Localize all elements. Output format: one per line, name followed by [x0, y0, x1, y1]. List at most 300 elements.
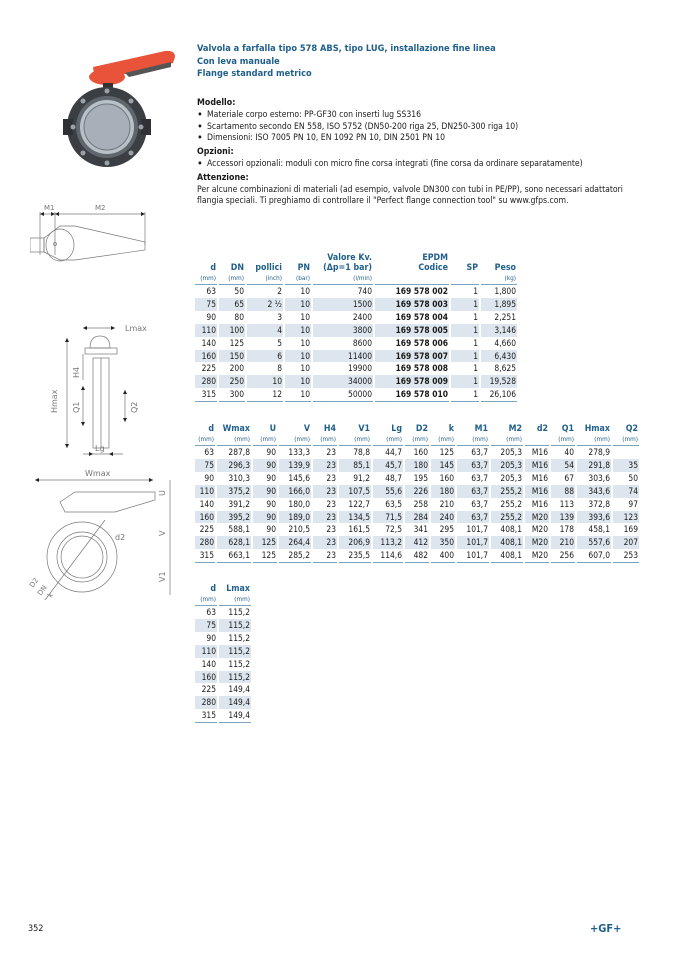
column-unit: (mm) [260, 435, 276, 443]
table-cell: 300 [219, 388, 245, 402]
table-row [195, 485, 639, 498]
column-header [339, 424, 371, 446]
table-cell: M16 [525, 485, 549, 498]
table-cell: 255,2 [491, 485, 523, 498]
table-cell: 23 [313, 485, 337, 498]
table-cell: 180 [405, 459, 429, 472]
table-cell: 628,1 [217, 536, 251, 549]
table-cell: 225 [199, 524, 214, 535]
table-cell: 19,528 [481, 375, 517, 388]
table-cell: 63 [204, 447, 214, 457]
table-cell: 90 [206, 632, 216, 643]
table-cell: 169 578 007 [375, 350, 449, 363]
table-cell: 26,106 [481, 388, 517, 402]
column-label: Q1 [561, 424, 574, 434]
column-unit: (mm) [438, 435, 454, 443]
table-row [195, 523, 639, 536]
v1-label: V1 [158, 571, 167, 582]
column-header [217, 424, 251, 446]
table-cell: 90 [204, 472, 214, 483]
table-cell: 50 [628, 472, 638, 483]
column-unit: (mm) [200, 595, 216, 603]
table-cell: 23 [313, 459, 337, 472]
table-cell: 255,2 [491, 511, 523, 524]
table-cell: 45,7 [373, 459, 403, 472]
table-cell: 90 [266, 498, 276, 509]
q2-label: Q2 [130, 401, 139, 413]
column-label: PN [297, 263, 310, 273]
table-cell: 107,5 [339, 485, 371, 498]
table-cell: 391,2 [228, 498, 250, 509]
table-cell: 408,1 [491, 536, 523, 549]
table-cell: 3 [277, 311, 282, 322]
title-line-2: Con leva manuale [197, 55, 280, 67]
table-cell: 134,5 [339, 511, 371, 524]
lg-label: Lg [95, 444, 105, 453]
ordering-table [193, 253, 519, 402]
table-cell: 169 578 008 [395, 363, 448, 374]
table-row [195, 671, 251, 684]
column-header [219, 584, 251, 606]
table-cell: 91,2 [353, 472, 370, 483]
column-header [195, 584, 217, 606]
table-cell: 133,3 [288, 447, 310, 457]
table-cell: 115,2 [228, 607, 250, 617]
table-cell: 1 [451, 388, 479, 402]
table-cell: 48,7 [385, 472, 402, 483]
table-cell: 206,9 [339, 536, 371, 549]
table-cell: 284 [405, 511, 429, 524]
table-cell: 169 578 005 [375, 324, 449, 337]
column-label: pollici [255, 263, 282, 273]
table-cell: 115,2 [219, 619, 251, 632]
column-label-2: (Δp=1 bar) [323, 263, 372, 273]
table-cell: 226 [405, 485, 429, 498]
table-cell: 44,7 [385, 447, 402, 457]
column-label-2: Codice [418, 263, 448, 273]
product-title [197, 43, 637, 81]
table-cell: 23 [313, 536, 337, 549]
table-row [195, 645, 251, 658]
table-cell: 291,8 [577, 459, 611, 472]
table-row [195, 536, 639, 549]
column-unit: (l/min) [353, 274, 372, 282]
table-cell: 180,0 [288, 498, 310, 509]
column-unit: (mm) [386, 435, 402, 443]
column-label: Peso [494, 263, 516, 273]
table-cell: 122,7 [348, 498, 370, 509]
column-header [375, 253, 449, 285]
table-row [195, 696, 251, 709]
table-cell: 1 [473, 286, 478, 296]
column-label: V [303, 424, 310, 434]
k-label: k [46, 591, 55, 600]
dimensions-table [193, 424, 641, 563]
lmax-table [193, 584, 253, 723]
table-cell: 139,9 [279, 459, 311, 472]
table-row [195, 350, 517, 363]
table-cell: 139 [551, 511, 575, 524]
table-cell: 2400 [352, 311, 372, 322]
table-cell: 169 578 002 [395, 286, 448, 296]
table-cell: 210 [439, 498, 454, 509]
table-cell: 210 [551, 536, 575, 549]
table-cell: 3,146 [481, 324, 517, 337]
opzioni-item: • Accessori opzionali: moduli con micro fine corsa integrati (fine corsa da ordinare separatamente) [197, 159, 642, 171]
table-cell: 2,251 [494, 311, 516, 322]
table-cell: 12 [247, 388, 283, 402]
table-cell: 63 [206, 286, 216, 296]
column-unit: (bar) [295, 274, 310, 282]
table-cell: 178 [559, 524, 574, 535]
table-cell: 67 [564, 472, 574, 483]
table-cell: 19900 [348, 363, 372, 374]
table-cell: 63,7 [471, 498, 488, 509]
table-cell: 90 [206, 311, 216, 322]
table-cell: 90 [253, 459, 277, 472]
column-label: V1 [358, 424, 370, 434]
table-cell: M20 [525, 536, 549, 549]
table-cell: 113,2 [373, 536, 403, 549]
table-cell: 125 [229, 337, 244, 348]
column-header [195, 424, 215, 446]
title-line-1: Valvola a farfalla tipo 578 ABS, tipo LUG, installazione fine linea [197, 43, 496, 54]
table-cell: 115,2 [219, 645, 251, 658]
column-header [313, 253, 373, 285]
table-cell: 166,0 [279, 485, 311, 498]
table-row [195, 683, 251, 696]
table-cell: 125 [253, 549, 277, 563]
table-cell: 375,2 [217, 485, 251, 498]
table-row [195, 285, 517, 298]
table-row [195, 362, 517, 375]
table-cell: 10 [300, 311, 310, 322]
table-cell: 10 [285, 375, 311, 388]
table-cell: 100 [219, 324, 245, 337]
table-cell: 350 [431, 536, 455, 549]
table-cell: 1 [473, 363, 478, 374]
table-cell: 280 [195, 696, 217, 709]
table-cell: M16 [531, 472, 548, 483]
table-cell: 205,3 [500, 447, 522, 457]
table-cell: M20 [525, 511, 549, 524]
table-cell: 180 [431, 485, 455, 498]
header-row [195, 253, 517, 285]
m2-label: M2 [95, 204, 106, 212]
table-cell: 145,6 [288, 472, 310, 483]
table-cell: 1500 [313, 298, 373, 311]
table-cell: 400 [431, 549, 455, 563]
column-label: M1 [474, 424, 488, 434]
table-cell: 6,430 [481, 350, 517, 363]
table-cell: 253 [613, 549, 639, 563]
side-view-drawing [45, 318, 185, 458]
table-cell: 4 [247, 324, 283, 337]
table-cell: 169 578 010 [375, 388, 449, 402]
table-cell: 240 [431, 511, 455, 524]
column-label: d [208, 424, 214, 434]
table-cell: 372,8 [588, 498, 610, 509]
table-cell: 10 [285, 388, 311, 402]
table-cell: M16 [525, 459, 549, 472]
column-header [431, 424, 455, 446]
table-cell: 23 [313, 511, 337, 524]
table-cell: 287,8 [228, 447, 250, 457]
table-cell: 1 [451, 350, 479, 363]
table-cell: M16 [531, 447, 548, 457]
table-cell: 225 [201, 684, 216, 695]
table-cell: 557,6 [577, 536, 611, 549]
table-cell: 315 [195, 709, 217, 723]
table-cell: 278,9 [588, 447, 610, 457]
table-cell: 63,7 [457, 485, 489, 498]
column-header [313, 424, 337, 446]
product-description [197, 98, 642, 208]
table-cell: 110 [195, 324, 217, 337]
table-cell: 4,660 [494, 337, 516, 348]
table-cell: 140 [199, 498, 214, 509]
table-cell: 10 [300, 286, 310, 296]
column-header [525, 424, 549, 446]
table-cell: 140 [201, 658, 216, 669]
table-row [195, 632, 251, 645]
column-unit: (mm) [506, 435, 522, 443]
table-cell: 412 [405, 536, 429, 549]
table-cell: 90 [266, 447, 276, 457]
table-cell: 71,5 [373, 511, 403, 524]
wmax-label: Wmax [85, 470, 111, 478]
table-row [195, 709, 251, 723]
table-cell: 169 578 009 [375, 375, 449, 388]
table-cell: 205,3 [491, 459, 523, 472]
column-label: d [210, 584, 216, 594]
table-cell: 482 [405, 549, 429, 563]
column-unit: (mm) [622, 435, 638, 443]
table-cell: 88 [551, 485, 575, 498]
column-unit: (mm) [594, 435, 610, 443]
table-cell: 10 [247, 375, 283, 388]
table-cell: 10 [300, 337, 310, 348]
table-cell: 63,7 [471, 447, 488, 457]
modello-heading: Modello: [197, 98, 236, 108]
table-cell: 110 [195, 645, 217, 658]
table-cell: 101,7 [457, 549, 489, 563]
table-cell: 140 [201, 337, 216, 348]
table-cell: 295 [439, 524, 454, 535]
table-cell [613, 446, 639, 459]
modello-list [197, 110, 642, 145]
table-cell: 23 [326, 524, 336, 535]
table-cell: 200 [229, 363, 244, 374]
table-cell: 110 [195, 485, 215, 498]
table-cell: 160 [195, 350, 217, 363]
front-view-drawing [25, 470, 190, 605]
table-cell: 10 [285, 350, 311, 363]
table-cell: 80 [234, 311, 244, 322]
column-unit: (mm) [472, 435, 488, 443]
top-view-drawing [30, 200, 180, 270]
table-cell: 1 [451, 324, 479, 337]
table-cell: 1 [451, 375, 479, 388]
table-cell: 78,8 [353, 447, 370, 457]
table-cell: 150 [219, 350, 245, 363]
attenzione-text: Per alcune combinazioni di materiali (ad esempio, valvole DN300 con tubi in PE/PP), sono necessari adattatori flangia speciali. Ti preghiamo di controllare il "Perfect flange connection tool" su www.gfps.com. [197, 184, 623, 207]
table-cell: 5 [277, 337, 282, 348]
table-row [195, 498, 639, 511]
column-unit: (inch) [265, 274, 282, 282]
column-label: Hmax [584, 424, 610, 434]
column-unit [452, 273, 478, 284]
v-label: V [158, 530, 167, 536]
table-cell: 205,3 [500, 472, 522, 483]
table-row [195, 388, 517, 402]
table-cell: 740 [357, 286, 372, 296]
column-label: Wmax [222, 424, 250, 434]
column-header [457, 424, 489, 446]
table-cell: 8 [277, 363, 282, 374]
q1-label: Q1 [72, 401, 81, 413]
table-cell: 23 [326, 447, 336, 457]
column-unit: (mm) [412, 435, 428, 443]
table-cell: 23 [326, 498, 336, 509]
column-label: Valore Kv. [327, 253, 372, 263]
column-label: D2 [415, 424, 428, 434]
column-header [613, 424, 639, 446]
table-cell: M20 [531, 524, 548, 535]
table-cell: 10 [285, 298, 311, 311]
table-cell: 90 [266, 472, 276, 483]
table-cell: 1,800 [494, 286, 516, 296]
table-cell: 90 [253, 485, 277, 498]
table-cell: 8600 [352, 337, 372, 348]
table-cell: 395,2 [217, 511, 251, 524]
table-cell: 169 578 006 [395, 337, 448, 348]
modello-item: • Dimensioni: ISO 7005 PN 10, EN 1092 PN 10, DIN 2501 PN 10 [197, 133, 642, 145]
table-cell: 65 [219, 298, 245, 311]
table-cell: 125 [439, 447, 454, 457]
column-unit: (mm) [558, 435, 574, 443]
column-label: d [210, 263, 216, 273]
table-cell: 408,1 [491, 549, 523, 563]
table-cell: 2 [277, 286, 282, 296]
column-header [491, 424, 523, 446]
column-label: H4 [323, 424, 336, 434]
table-cell: 149,4 [228, 684, 250, 695]
table-cell: 40 [564, 447, 574, 457]
table-cell: 255,2 [500, 498, 522, 509]
column-header [405, 424, 429, 446]
table-cell: 195 [413, 472, 428, 483]
table-cell: 1 [473, 337, 478, 348]
title-line-3: Flange standard metrico [197, 68, 312, 79]
table-row [195, 549, 639, 563]
table-cell: 85,1 [339, 459, 371, 472]
attenzione-heading: Attenzione: [197, 172, 249, 183]
table-cell: 315 [195, 549, 215, 563]
table-row [195, 511, 639, 524]
table-cell: 169 [623, 524, 638, 535]
table-cell: 8,625 [494, 363, 516, 374]
table-cell: 55,6 [373, 485, 403, 498]
opzioni-list [197, 159, 642, 171]
table-cell: 169 578 003 [375, 298, 449, 311]
column-unit [526, 434, 548, 445]
table-cell: 607,0 [577, 549, 611, 563]
table-cell: 90 [266, 524, 276, 535]
d2-small-label: d2 [115, 533, 126, 542]
table-cell: 315 [195, 388, 217, 402]
column-label: M2 [508, 424, 522, 434]
table-cell: 250 [219, 375, 245, 388]
table-cell: 54 [551, 459, 575, 472]
column-header [551, 424, 575, 446]
column-header [481, 253, 517, 285]
table-cell: 72,5 [385, 524, 402, 535]
d2-label: D2 [28, 576, 41, 590]
column-label: DN [230, 263, 244, 273]
table-row [195, 459, 639, 472]
u-label: U [158, 490, 167, 496]
table-cell: 225 [201, 363, 216, 374]
table-cell: 115,2 [228, 632, 250, 643]
table-cell: 161,5 [348, 524, 370, 535]
column-header [577, 424, 611, 446]
table-cell: 2 ½ [247, 298, 283, 311]
table-cell: 1 [473, 311, 478, 322]
table-cell: 63,7 [457, 511, 489, 524]
column-header [285, 253, 311, 285]
column-unit: (mm) [354, 435, 370, 443]
table-cell: 149,4 [219, 709, 251, 723]
table-cell: 101,7 [457, 536, 489, 549]
table-cell: 97 [628, 498, 638, 509]
table-cell: 101,7 [466, 524, 488, 535]
table-cell: 280 [195, 375, 217, 388]
table-cell: 113 [559, 498, 574, 509]
table-cell: 264,4 [279, 536, 311, 549]
table-row [195, 324, 517, 337]
table-cell: 296,3 [217, 459, 251, 472]
table-row [195, 606, 251, 619]
table-cell: M16 [531, 498, 548, 509]
table-cell: 115,2 [228, 658, 250, 669]
table-cell: 125 [253, 536, 277, 549]
table-cell: 74 [613, 485, 639, 498]
table-cell: 235,5 [339, 549, 371, 563]
table-row [195, 658, 251, 671]
table-cell: 1 [451, 298, 479, 311]
table-row [195, 446, 639, 459]
column-label: U [269, 424, 276, 434]
column-unit: (mm) [234, 435, 250, 443]
table-cell: 115,2 [219, 671, 251, 684]
column-label: k [448, 424, 454, 434]
column-unit: (mm) [320, 435, 336, 443]
column-label: Lg [391, 424, 402, 434]
column-label: d2 [536, 424, 548, 434]
column-label: EPDM [422, 253, 448, 263]
table-cell: 123 [613, 511, 639, 524]
column-unit: (mm) [294, 435, 310, 443]
table-cell: 285,2 [279, 549, 311, 563]
table-cell: 393,6 [577, 511, 611, 524]
gf-logo: +GF+ [590, 922, 622, 935]
table-cell: 75 [195, 459, 215, 472]
table-cell: 149,4 [219, 696, 251, 709]
column-label: Q2 [625, 424, 638, 434]
table-cell: 50 [234, 286, 244, 296]
table-cell: 3800 [313, 324, 373, 337]
